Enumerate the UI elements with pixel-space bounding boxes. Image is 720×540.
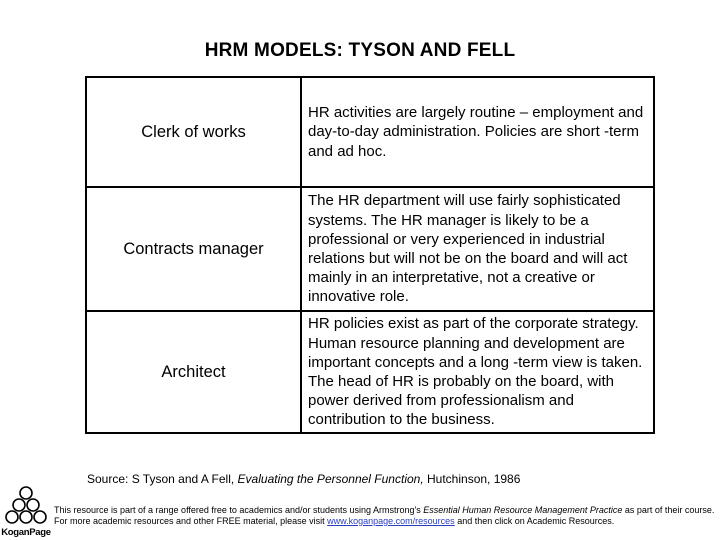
model-description: HR policies exist as part of the corporate strategy. Human resource planning and development are important concepts and a long -term view is taken. The head of HR is probably on the board, with power derived from professionalism and contribution to the business. [301,311,654,433]
models-table [85,76,655,434]
footer-line-2 [54,516,714,527]
footer-line-1 [54,505,714,516]
source-work-title: Evaluating the Personnel Function, [237,472,424,486]
model-name: Architect [86,311,301,433]
resources-link[interactable]: www.koganpage.com/resources [327,516,455,526]
table-row [86,187,654,311]
logo-triangle-icon [1,484,51,528]
footer-book-title: Essential Human Resource Management Practice [423,505,623,515]
model-description: HR activities are largely routine – employment and day-to-day administration. Policies are short -term and ad hoc. [301,77,654,187]
source-prefix: Source: S Tyson and A Fell, [87,472,238,486]
table-row [86,311,654,433]
koganpage-logo [1,484,51,540]
source-citation [87,472,520,486]
logo-text: KoganPage [1,527,51,538]
model-description: The HR department will use fairly sophisticated systems. The HR manager is likely to be a professional or very experienced in industrial relations but will not be on the board and will act mainly in an interpretative, not a creative or innovative role. [301,187,654,311]
model-name: Clerk of works [86,77,301,187]
page-title: HRM MODELS: TYSON AND FELL [204,40,516,61]
footer-text: This resource is part of a range offered free to academics and/or students using Armstrong's [54,505,424,515]
footer-text: and then click on Academic Resources. [454,516,615,526]
footer [54,505,714,527]
model-name: Contracts manager [86,187,301,311]
footer-text: as part of their course. [622,505,715,515]
footer-text: For more academic resources and other FREE material, please visit [54,516,328,526]
source-suffix: Hutchinson, 1986 [423,472,521,486]
table-row [86,77,654,187]
